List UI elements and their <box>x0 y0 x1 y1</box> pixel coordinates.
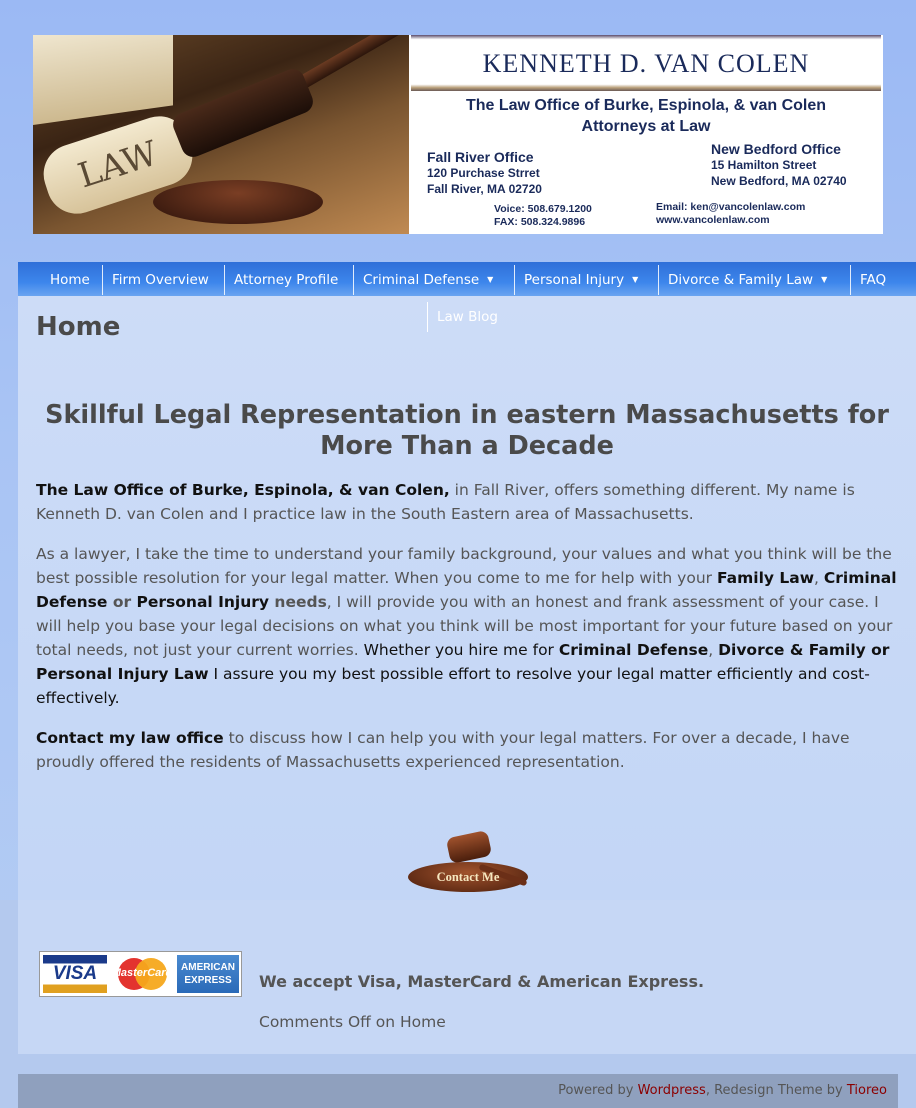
fall-river-title: Fall River Office <box>427 149 534 165</box>
contact-office-strong: Contact my law office <box>36 729 224 747</box>
nav-divorce-family-law[interactable] <box>668 262 827 296</box>
or-strong: or <box>107 593 137 611</box>
phone-fax <box>494 203 592 229</box>
footer <box>18 1074 898 1108</box>
tioreo-link[interactable]: Tioreo <box>846 1083 887 1098</box>
new-bedford-street: 15 Hamilton Street <box>711 158 817 172</box>
fax-number: FAX: 508.324.9896 <box>494 216 586 228</box>
family-law-strong: Family Law <box>716 569 815 587</box>
gavel-head-image <box>169 65 316 160</box>
email-address: Email: ken@vancolenlaw.com <box>656 201 806 213</box>
services-text-2: , I will provide you with an honest and frank assessment of your case. I will help you base your legal decisions on what you think will be most important for your future based on your total needs, not just your current worries. <box>36 593 893 659</box>
nav-law-blog[interactable]: Law Blog <box>427 302 498 332</box>
chevron-down-icon: ▼ <box>487 275 494 284</box>
nav-divider <box>224 265 225 295</box>
new-bedford-title: New Bedford Office <box>711 141 841 157</box>
payment-panel <box>18 900 916 1054</box>
nav-home-label: Home <box>50 272 90 288</box>
website-url: www.vancolenlaw.com <box>656 214 770 226</box>
nav-criminal-defense[interactable] <box>363 262 493 296</box>
book-image <box>33 35 173 125</box>
page-title: Home <box>36 312 121 342</box>
comma: , <box>814 569 824 587</box>
contact-paragraph <box>36 726 902 774</box>
visa-logo: VISA <box>43 955 107 993</box>
criminal-defense-strong: Criminal Defense <box>36 569 897 611</box>
services-paragraph <box>36 542 902 710</box>
nav-attorney-profile-label: Attorney Profile <box>234 272 339 288</box>
lower-area <box>0 900 916 1108</box>
contact-me-button[interactable] <box>408 832 528 894</box>
attorney-name: KENNETH D. VAN COLEN <box>482 49 810 78</box>
mastercard-text: MasterCard <box>111 967 173 979</box>
nav-faq[interactable] <box>860 262 886 296</box>
services-text-4: I assure you my best possible effort to resolve your legal matter efficiently and cost-effectively. <box>36 665 870 707</box>
firm-name-strong: The Law Office of Burke, Espinola, & van Colen, <box>36 481 450 499</box>
sound-block-image <box>153 180 323 224</box>
nav-attorney-profile[interactable] <box>234 262 338 296</box>
email-web <box>656 201 805 227</box>
nav-divider <box>658 265 659 295</box>
divorce-family-strong: Divorce & Family or Personal Injury Law <box>36 641 890 683</box>
chevron-down-icon: ▼ <box>821 275 828 284</box>
voice-number: Voice: 508.679.1200 <box>494 203 592 215</box>
fall-river-city: Fall River, MA 02720 <box>427 182 542 196</box>
contact-me-label: Contact Me <box>436 870 500 884</box>
comments-status: Comments Off on Home <box>259 1013 446 1031</box>
nav-firm-overview[interactable] <box>112 262 209 296</box>
services-text-3: Whether you hire me for <box>363 641 559 659</box>
services-text-1: As a lawyer, I take the time to understand your family background, your values and what you think will be the best possible resolution for your legal matter. When you come to me for help with your <box>36 545 892 587</box>
comma-2: , <box>708 641 719 659</box>
name-plate <box>411 35 881 91</box>
chevron-down-icon: ▼ <box>632 275 639 284</box>
credit-cards-image <box>39 951 242 997</box>
intro-text: in Fall River, offers something different. My name is Kenneth D. van Colen and I practice law in the South Eastern area of Massachusetts. <box>36 481 855 523</box>
fall-river-street: 120 Purchase Strret <box>427 166 540 180</box>
nav-personal-injury[interactable] <box>524 262 638 296</box>
criminal-defense-strong-2: Criminal Defense <box>558 641 709 659</box>
footer-prefix: Powered by <box>558 1083 638 1098</box>
needs-strong: needs <box>269 593 327 611</box>
footer-credits <box>558 1083 887 1098</box>
header-banner[interactable] <box>33 35 883 234</box>
nav-divider <box>102 265 103 295</box>
mastercard-logo <box>110 955 174 993</box>
firm-title <box>409 95 883 137</box>
firm-line-1: The Law Office of Burke, Espinola, & van Colen <box>465 97 827 114</box>
law-scroll-image: LAW <box>36 109 200 222</box>
nav-faq-label: FAQ <box>860 272 887 288</box>
footer-middle: , Redesign Theme by <box>705 1083 847 1098</box>
firm-line-2: Attorneys at Law <box>581 118 711 135</box>
amex-line-2: EXPRESS <box>184 975 232 986</box>
new-bedford-office <box>711 141 847 189</box>
nav-criminal-defense-label: Criminal Defense <box>363 272 480 288</box>
main-content <box>18 296 916 900</box>
nav-firm-overview-label: Firm Overview <box>112 272 209 288</box>
contact-text: to discuss how I can help you with your legal matters. For over a decade, I have proudly offered the residents of Massachusetts experienced representation. <box>36 729 850 771</box>
intro-paragraph <box>36 478 902 526</box>
fall-river-office <box>427 149 542 197</box>
main-nav <box>18 262 916 296</box>
gavel-icon <box>446 830 492 864</box>
new-bedford-city: New Bedford, MA 02740 <box>711 174 847 188</box>
nav-divider <box>353 265 354 295</box>
nav-divider <box>850 265 851 295</box>
amex-logo <box>177 955 239 993</box>
nav-divider <box>514 265 515 295</box>
business-card <box>409 35 883 234</box>
personal-injury-strong: Personal Injury <box>136 593 270 611</box>
headline: Skillful Legal Representation in eastern Massachusetts for More Than a Decade <box>45 400 889 461</box>
wordpress-link[interactable]: Wordpress <box>637 1083 706 1098</box>
nav-personal-injury-label: Personal Injury <box>524 272 625 288</box>
nav-home[interactable] <box>50 262 90 296</box>
amex-line-1: AMERICAN <box>181 962 235 973</box>
nav-divorce-family-law-label: Divorce & Family Law <box>668 272 814 288</box>
gavel-law-photo <box>33 35 409 234</box>
payment-accept-text: We accept Visa, MasterCard & American Express. <box>259 972 705 991</box>
